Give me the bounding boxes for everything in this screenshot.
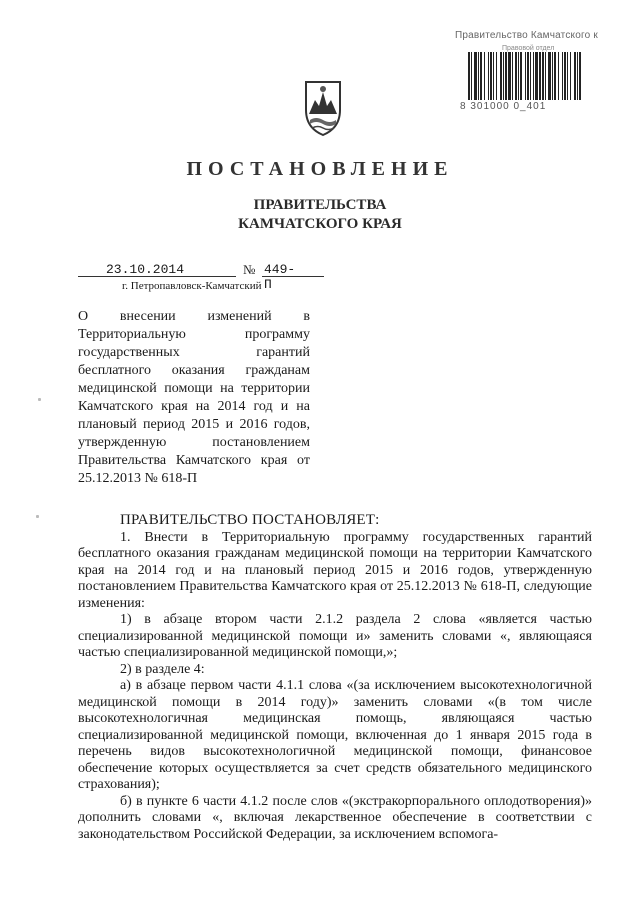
barcode-bar xyxy=(508,52,511,100)
stamp-subtitle: Правовой отдел xyxy=(502,45,555,52)
barcode-bar xyxy=(512,52,513,100)
barcode-bar xyxy=(478,52,479,100)
document-type-title: ПОСТАНОВЛЕНИЕ xyxy=(186,158,454,180)
barcode-bar xyxy=(474,52,477,100)
date-underline xyxy=(78,276,236,277)
barcode-bar xyxy=(468,52,470,100)
barcode-bar xyxy=(488,52,489,100)
barcode-bar xyxy=(480,52,482,100)
barcode-bar xyxy=(577,52,578,100)
barcode-bar xyxy=(527,52,529,100)
document-date: 23.10.2014 xyxy=(106,262,185,277)
barcode-bar xyxy=(554,52,556,100)
number-underline xyxy=(262,276,324,277)
city-line: г. Петропавловск-Камчатский xyxy=(122,280,262,292)
barcode-bar xyxy=(579,52,581,100)
barcode-bar xyxy=(535,52,538,100)
barcode-bar xyxy=(548,52,551,100)
barcode-bar xyxy=(530,52,531,100)
barcode-bar xyxy=(552,52,553,100)
document-subject: О внесении изменений в Территориальную программу государственных гарантий бесплатного оказания гражданам медицинской помощи на территории Камчатского края на 2014 год и на плановый период 2015 и 2016 годов, утвержденную постановлением Правительства Камчатского края от 25.12.2013 № 618-П xyxy=(78,309,310,486)
paragraph-1: 1. Внести в Территориальную программу государственных гарантий бесплатного оказания гражданам медицинской помощи на территории Камчатского края на 2014 год и на плановый период 2015 и 2016 годов, утвержденную постановлением Правительства Камчатского края от 25.12.2013 № 618-П, следующие изменения: xyxy=(78,529,592,611)
coat-of-arms-emblem xyxy=(302,78,344,138)
barcode-bar xyxy=(471,52,472,100)
barcode-bar xyxy=(525,52,526,100)
barcode-bar xyxy=(503,52,504,100)
barcode-bar xyxy=(564,52,566,100)
barcode-bar xyxy=(542,52,544,100)
issuer-line-2: КАМЧАТСКОГО КРАЯ xyxy=(238,216,402,232)
barcode-bar xyxy=(567,52,568,100)
barcode-bar xyxy=(515,52,517,100)
barcode-bar xyxy=(518,52,519,100)
barcode-bar xyxy=(496,52,497,100)
barcode-bar xyxy=(558,52,559,100)
paragraph-item-2: 2) в разделе 4: xyxy=(120,661,205,677)
issuer-line-1: ПРАВИТЕЛЬСТВА xyxy=(253,197,387,213)
scan-speck xyxy=(36,515,39,518)
barcode-bar xyxy=(533,52,534,100)
barcode-bar xyxy=(539,52,541,100)
barcode-bar xyxy=(545,52,546,100)
barcode-bar xyxy=(490,52,492,100)
barcode xyxy=(466,52,584,100)
number-sign: № xyxy=(243,262,256,277)
document-body xyxy=(78,512,592,843)
barcode-bar xyxy=(484,52,485,100)
barcode-bar xyxy=(493,52,494,100)
resolve-heading: ПРАВИТЕЛЬСТВО ПОСТАНОВЛЯЕТ: xyxy=(120,512,380,528)
barcode-bar xyxy=(500,52,502,100)
barcode-bar xyxy=(562,52,563,100)
barcode-bar xyxy=(574,52,576,100)
stamp-organization: Правительство Камчатского к xyxy=(455,30,598,41)
document-number: 449-П xyxy=(264,262,296,292)
scan-speck xyxy=(38,398,41,401)
barcode-bar xyxy=(520,52,522,100)
paragraph-subitem-b: б) в пункте 6 части 4.1.2 после слов «(экстракорпорального оплодотворения)» дополнить словами «, включая лекарственное обеспечение в соответствии с законодательством Российской Федерации, за исключением вспомога- xyxy=(78,793,592,842)
barcode-bar xyxy=(505,52,507,100)
barcode-bar xyxy=(570,52,571,100)
barcode-number: 8 301000 0_401 xyxy=(460,101,547,112)
paragraph-subitem-a: а) в абзаце первом части 4.1.1 слова «(за исключением высокотехнологичной медицинской помощи в 2014 году)» заменить словами «(в том числе высокотехнологичная медицинская помощь, являющаяся частью специализированной медицинской помощи, включенная до 1 января 2015 года в перечень видов высокотехнологичной медицинской помощи, финансовое обеспечение которых осуществляется за счет средств обязательного медицинского страхования); xyxy=(78,678,592,792)
paragraph-item-1: 1) в абзаце втором части 2.1.2 раздела 2 слова «является частью специализированной медицинской помощи и» заменить словами «, являющаяся частью специализированной медицинской помощи,»; xyxy=(78,612,592,660)
